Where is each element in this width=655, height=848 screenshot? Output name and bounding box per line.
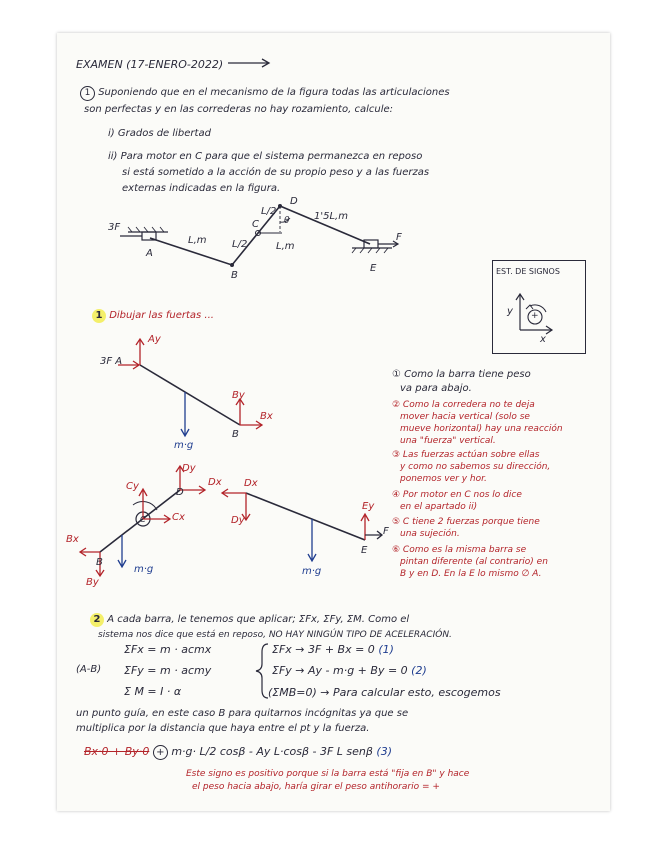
- fig-label-d: D: [290, 196, 298, 207]
- fbd-ay: Ay: [148, 334, 161, 345]
- eq-right-2-num: (2): [411, 664, 427, 677]
- sign-box-title: EST. DE SIGNOS: [496, 267, 560, 276]
- fig-label-3f: 3F: [108, 222, 121, 233]
- fig-label-c: C: [252, 219, 259, 230]
- step2-note-1: Este signo es positivo porque si la barra está "fija en B" y hace: [186, 769, 470, 779]
- sign-x: x: [540, 334, 546, 345]
- step2-line-3: un punto guía, en este caso B para quitarnos incógnitas ya que se: [76, 708, 409, 719]
- note-2c: mueve horizontal) hay una reacción: [400, 424, 563, 434]
- fig-label-e: E: [370, 263, 377, 274]
- fbd-d: D: [176, 487, 184, 498]
- note-5a: ⑤ C tiene 2 fuerzas porque tiene: [392, 517, 540, 527]
- note-3b: y como no sabemos su dirección,: [400, 462, 551, 472]
- problem-item-ii-2: si está sometido a la acción de su propio peso y a las fuerzas: [122, 167, 430, 178]
- note-2a: ② Como la corredera no te deja: [392, 400, 535, 410]
- eq-right-2: ΣFy → Ay - m·g + By = 0 (2): [272, 664, 427, 677]
- fbd-a: 3F A: [100, 356, 123, 367]
- fbd-dx: Dx: [208, 477, 222, 488]
- problem-number: 1: [80, 86, 95, 101]
- note-4a: ④ Por motor en C nos lo dice: [392, 490, 522, 500]
- step1-title: 1 Dibujar las fuertas ...: [92, 309, 214, 323]
- eq-left-3: Σ M = I · α: [124, 685, 182, 698]
- fbd-by2: By: [86, 577, 99, 588]
- fbd-b2: B: [96, 557, 103, 568]
- eq-right-1: ΣFx → 3F + Bx = 0 (1): [272, 643, 394, 656]
- sign-plus: +: [531, 311, 539, 321]
- fig-label-b: B: [231, 270, 238, 281]
- problem-line-1: 1 Suponiendo que en el mecanismo de la figura todas las articulaciones: [80, 86, 450, 101]
- note-2d: una "fuerza" vertical.: [400, 436, 496, 446]
- exam-title: EXAMEN (17-ENERO-2022): [76, 58, 224, 71]
- fbd-cy: Cy: [126, 481, 139, 492]
- moment-struck: Bx·0 + By·0: [84, 745, 150, 758]
- fig-label-f: F: [396, 232, 402, 243]
- note-6b: pintan diferente (al contrario) en: [400, 557, 548, 567]
- fbd-dy: Dy: [182, 463, 196, 474]
- fbd-dy2: Dy: [231, 515, 245, 526]
- step2-line-4: multiplica por la distancia que haya entre el pt y la fuerza.: [76, 723, 370, 734]
- problem-item-ii-1: ii) Para motor en C para que el sistema permanezca en reposo: [108, 151, 423, 162]
- note-1b: va para abajo.: [400, 383, 472, 394]
- fig-label-a: A: [146, 248, 153, 259]
- plus-circle-icon: +: [153, 745, 168, 760]
- fbd-e: E: [361, 545, 368, 556]
- note-3a: ③ Las fuerzas actúan sobre ellas: [392, 450, 540, 460]
- fig-len-cd: L/2: [261, 206, 277, 217]
- fig-len-horiz: L,m: [276, 241, 295, 252]
- sign-y: y: [507, 306, 513, 317]
- fbd-by: By: [232, 390, 245, 401]
- step2-note-2: el peso hacia abajo, haría girar el peso antihorario = +: [192, 782, 440, 792]
- note-4b: en el apartado ii): [400, 502, 478, 512]
- note-1a: ① Como la barra tiene peso: [392, 369, 531, 380]
- fbd-f: F: [383, 526, 389, 537]
- fig-angle: θ: [284, 216, 290, 226]
- fbd-bx: Bx: [260, 411, 273, 422]
- note-2b: mover hacia vertical (solo se: [400, 412, 530, 422]
- moment-equation: Bx·0 + By·0 + m·g· L/2 cosβ - Ay L·cosβ - 3F L senβ (3): [84, 745, 392, 758]
- step1-number: 1: [92, 309, 106, 323]
- problem-item-i: i) Grados de libertad: [108, 128, 211, 139]
- fig-len-bc: L/2: [232, 239, 248, 250]
- problem-item-ii-3: externas indicadas en la figura.: [122, 183, 281, 194]
- bar-label: (A-B): [76, 664, 102, 675]
- problem-line-2: son perfectas y en las correderas no hay rozamiento, calcule:: [84, 104, 393, 115]
- fbd-mg3: m·g: [302, 566, 322, 577]
- step2-number: 2: [90, 613, 104, 627]
- note-6c: B y en D. En la E lo mismo ∅ A.: [400, 569, 542, 579]
- fbd-ey: Ey: [362, 501, 375, 512]
- fig-len-de: 1'5L,m: [314, 211, 348, 222]
- eq-right-1-num: (1): [378, 643, 394, 656]
- fig-len-ab: L,m: [188, 235, 207, 246]
- note-5b: una sujeción.: [400, 529, 460, 539]
- eq-left-2: ΣFy = m · acmy: [124, 664, 212, 677]
- note-6a: ⑥ Como es la misma barra se: [392, 545, 527, 555]
- fbd-mg1: m·g: [174, 440, 194, 451]
- fbd-dx2: Dx: [244, 478, 258, 489]
- moment-num: (3): [376, 745, 392, 758]
- step2-line-1: 2 A cada barra, le tenemos que aplicar; ΣFx, ΣFy, ΣM. Como el: [90, 613, 409, 627]
- fbd-c: C: [140, 515, 146, 524]
- fbd-bx2: Bx: [66, 534, 79, 545]
- fbd-cx: Cx: [172, 512, 185, 523]
- note-3c: ponemos ver y hor.: [400, 474, 487, 484]
- eq-right-3: (ΣMB=0) → Para calcular esto, escogemos: [268, 686, 501, 699]
- fbd-b: B: [232, 429, 239, 440]
- step2-line-2: sistema nos dice que está en reposo, NO HAY NINGÚN TIPO DE ACELERACIÓN.: [98, 630, 452, 640]
- fbd-mg2: m·g: [134, 564, 154, 575]
- eq-left-1: ΣFx = m · acmx: [124, 643, 212, 656]
